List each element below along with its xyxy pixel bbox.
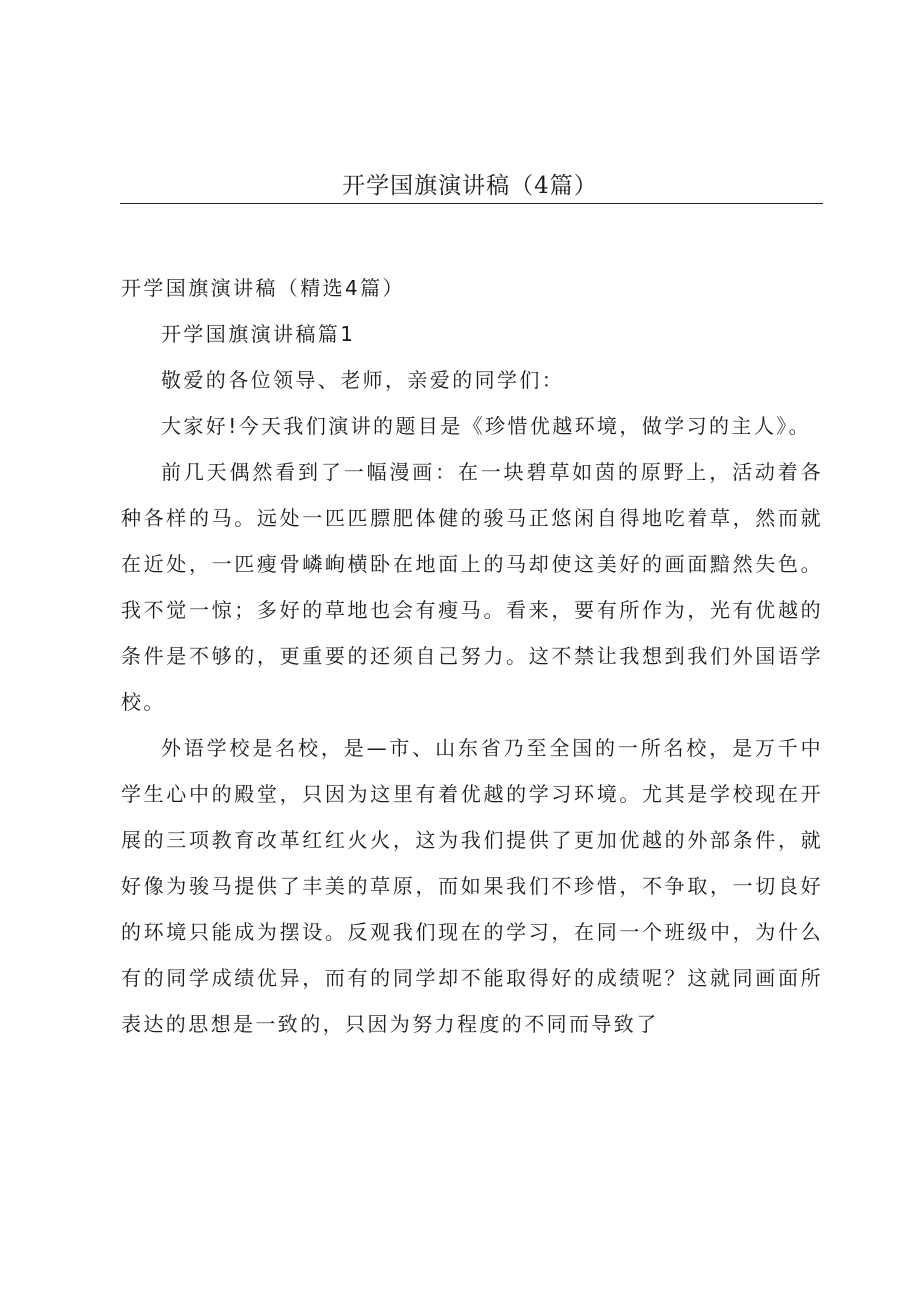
school-paragraph: 外语学校是名校，是—市、山东省乃至全国的一所名校，是万千中学生心中的殿堂，只因为这里有着优越的学习环境。尤其是学校现在开展的三项教育改革红红火火，这为我们提供了更加优越的外部条件，就好像为骏马提供了丰美的草原，而如果我们不珍惜，不争取，一切良好的环境只能成为摆设。反观我们现在的学习，在同一个班级中，为什么有的同学成绩优异，而有的同学却不能取得好的成绩呢？这就同画面所表达的思想是一致的，只因为努力程度的不同而导致了 [121,736,823,1036]
greeting-paragraph: 大家好!今天我们演讲的题目是《珍惜优越环境，做学习的主人》。 [161,414,812,438]
document-title: 开学国旗演讲稿（4篇） [342,173,598,199]
title-underline [120,203,823,204]
salutation-paragraph: 敬爱的各位领导、老师，亲爱的同学们： [161,368,565,392]
document-body [121,265,823,1047]
document-subtitle: 开学国旗演讲稿（精选4篇） [121,276,405,300]
section-heading: 开学国旗演讲稿篇1 [161,322,356,346]
cartoon-paragraph: 前几天偶然看到了一幅漫画：在一块碧草如茵的原野上，活动着各种各样的马。远处一匹匹膘肥体健的骏马正悠闲自得地吃着草，然而就在近处，一匹瘦骨嶙峋横卧在地面上的马却使这美好的画面黯然失色。我不觉一惊；多好的草地也会有瘦马。看来，要有所作为，光有优越的条件是不够的，更重要的还须自己努力。这不禁让我想到我们外国语学校。 [121,460,823,714]
